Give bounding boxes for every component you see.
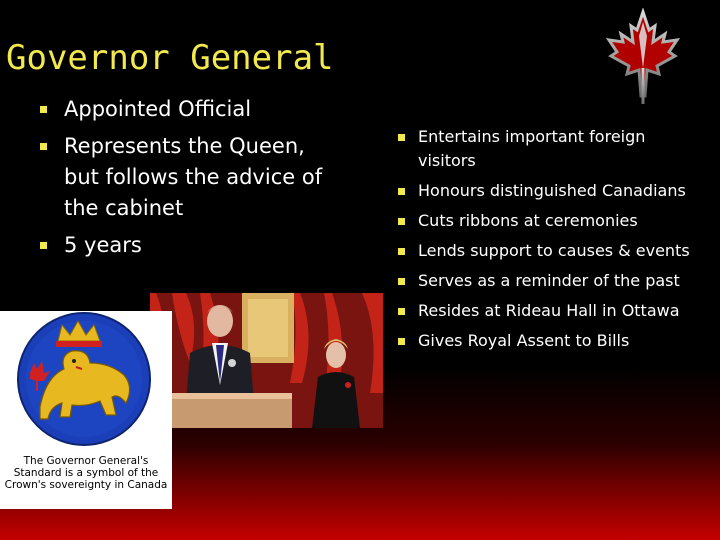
list-item-text: Represents the Queen, but follows the advice of the cabinet <box>64 134 323 220</box>
list-item <box>398 239 698 263</box>
square-bullet-icon <box>398 278 405 285</box>
list-item <box>398 269 698 293</box>
list-item <box>398 125 698 173</box>
list-item-text: Appointed Official <box>64 97 252 121</box>
list-item-text: 5 years <box>64 233 142 257</box>
square-bullet-icon <box>40 242 47 249</box>
square-bullet-icon <box>40 143 47 150</box>
ceremony-photo <box>150 293 383 428</box>
badge-caption: The Governor General's Standard is a symbol of the Crown's sovereignty in Canada <box>4 455 168 491</box>
list-item <box>398 179 698 203</box>
list-item <box>398 209 698 233</box>
square-bullet-icon <box>398 134 405 141</box>
list-item-text: Serves as a reminder of the past <box>418 271 680 290</box>
maple-leaf-icon <box>603 8 683 108</box>
list-item <box>40 230 330 261</box>
list-item <box>40 94 330 125</box>
square-bullet-icon <box>398 338 405 345</box>
list-item-text: Lends support to causes & events <box>418 241 690 260</box>
square-bullet-icon <box>398 188 405 195</box>
right-bullet-list <box>398 125 698 359</box>
list-item-text: Gives Royal Assent to Bills <box>418 331 630 350</box>
governor-general-standard-icon <box>0 311 172 455</box>
square-bullet-icon <box>398 308 405 315</box>
list-item-text: Entertains important foreign visitors <box>418 127 646 170</box>
slide-title: Governor General <box>6 38 334 78</box>
left-bullet-list <box>40 94 330 267</box>
list-item-text: Resides at Rideau Hall in Ottawa <box>418 301 680 320</box>
list-item-text: Cuts ribbons at ceremonies <box>418 211 638 230</box>
governor-general-standard <box>0 311 172 509</box>
list-item <box>398 299 698 323</box>
list-item <box>398 329 698 353</box>
list-item-text: Honours distinguished Canadians <box>418 181 686 200</box>
list-item <box>40 131 330 224</box>
square-bullet-icon <box>398 248 405 255</box>
square-bullet-icon <box>40 106 47 113</box>
square-bullet-icon <box>398 218 405 225</box>
